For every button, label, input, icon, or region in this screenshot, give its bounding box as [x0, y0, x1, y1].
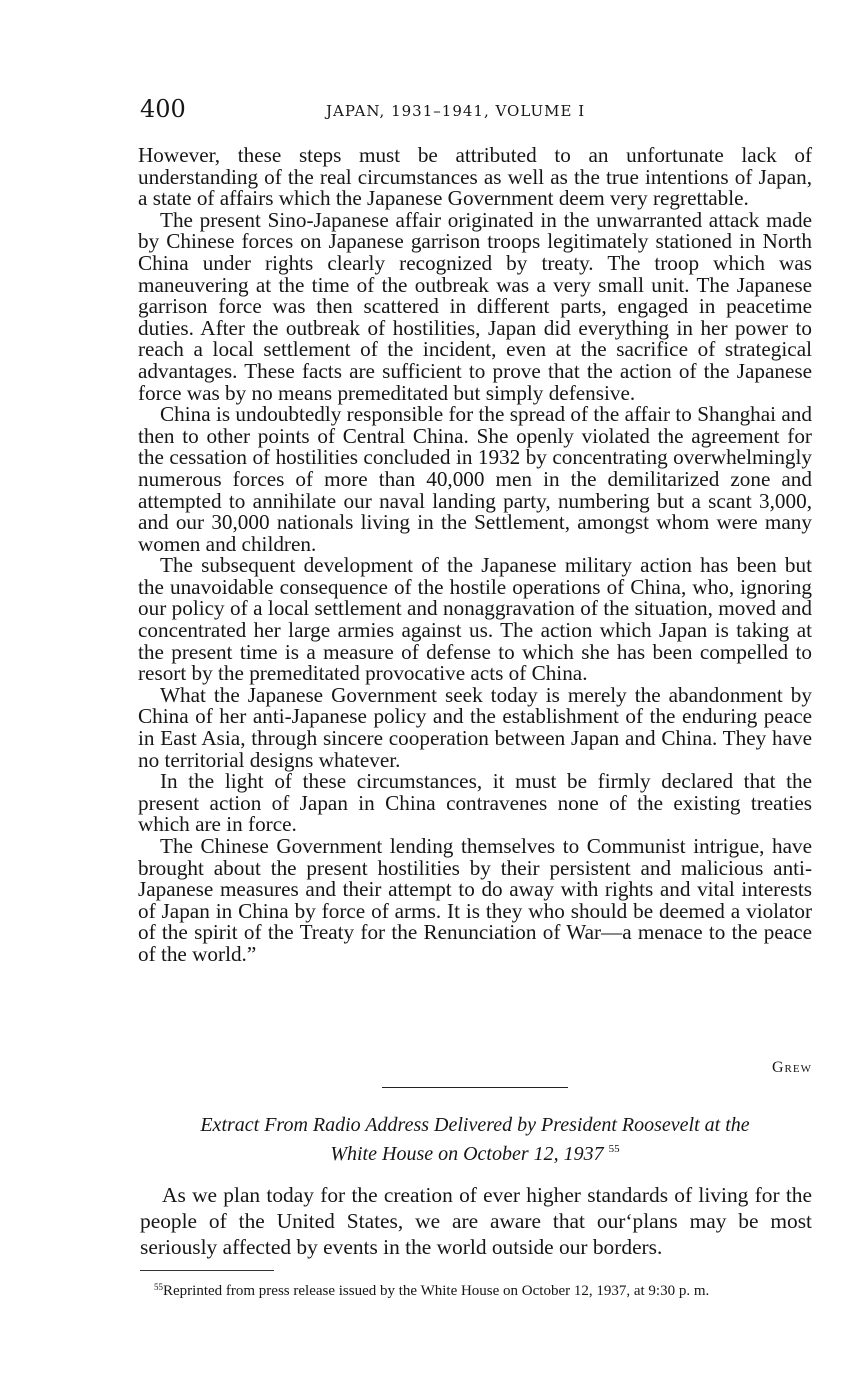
footnote-reference: 55	[608, 1143, 620, 1155]
footnote-text: Reprinted from press release issued by the White House on October 12, 1937, at 9:30 p. m.	[163, 1283, 710, 1299]
paragraph: As we plan today for the creation of ever higher standards of living for the people of the United States, we are aware that our‘plans may be most seriously affected by events in the world outside our borders.	[140, 1183, 812, 1259]
section-heading-line-2-text: White House on October 12, 1937	[330, 1143, 604, 1165]
footnote	[140, 1279, 812, 1300]
section-heading	[138, 1113, 812, 1166]
paragraph: In the light of these circumstances, it must be firmly declared that the present action of Japan in China contravenes none of the existing treaties which are in force.	[138, 769, 812, 837]
paragraph: What the Japanese Government seek today is merely the abandonment by China of her anti-Japanese policy and the establishment of the enduring peace in East Asia, through sincere cooperation between Japan and China. They have no territorial designs whatever.	[138, 682, 812, 772]
paragraph: The present Sino-Japanese affair originated in the unwarranted attack made by Chinese forces on Japanese garrison troops legitimately stationed in North China under rights clearly recognized by treaty. The troop which was maneuvering at the time of the outbreak was a very small unit. The Japanese garrison force was then scattered in different parts, engaged in peacetime duties. After the outbreak of hostilities, Japan did everything in her power to reach a local settlement of the incident, even at the sacrifice of strategical advantages. These facts are sufficient to prove that the action of the Japanese force was by no means premeditated but simply defensive.	[138, 207, 812, 405]
footnote-divider	[140, 1270, 274, 1271]
running-title: JAPAN, 1931–1941, VOLUME I	[326, 102, 586, 120]
main-text	[138, 145, 812, 966]
page-number: 400	[140, 95, 186, 123]
page-header	[140, 94, 812, 126]
paragraph: China is undoubtedly responsible for the spread of the affair to Shanghai and then to other points of Central China. She openly violated the agreement for the cessation of hostilities concluded in 1932 by concentrating overwhelmingly numerous forces of more than 40,000 men in the demilitarized zone and attempted to annihilate our naval landing party, numbering but a scant 3,000, and our 30,000 nationals living in the Settlement, amongst whom were many women and children.	[138, 402, 812, 556]
paragraph: The Chinese Government lending themselves to Communist intrigue, have brought about the present hostilities by their persistent and malicious anti-Japanese measures and their attempt to do away with rights and vital interests of Japan in China by force of arms. It is they who should be deemed a violator of the spirit of the Treaty for the Renunciation of War—a menace to the peace of the world.”	[138, 834, 812, 966]
section-heading-line-1: Extract From Radio Address Delivered by President Roosevelt at the	[200, 1114, 750, 1136]
paragraph: However, these steps must be attributed to an unfortunate lack of understanding of the real circumstances as well as the true intentions of Japan, a state of affairs which the Japanese Government deem very regrettable.	[138, 143, 812, 211]
section-body	[140, 1182, 812, 1260]
paragraph: The subsequent development of the Japanese military action has been but the unavoidable consequence of the hostile operations of China, who, ignoring our policy of a local settlement and nonaggravation of the situation, moved and concentrated her large armies against us. The action which Japan is taking at the present time is a measure of defense to which she has been compelled to resort by the premeditated provocative acts of China.	[138, 553, 812, 686]
signature: Grew	[772, 1059, 812, 1076]
section-heading-line-2	[138, 1137, 812, 1166]
footnote-marker: 55	[154, 1282, 163, 1292]
section-divider	[382, 1087, 568, 1088]
